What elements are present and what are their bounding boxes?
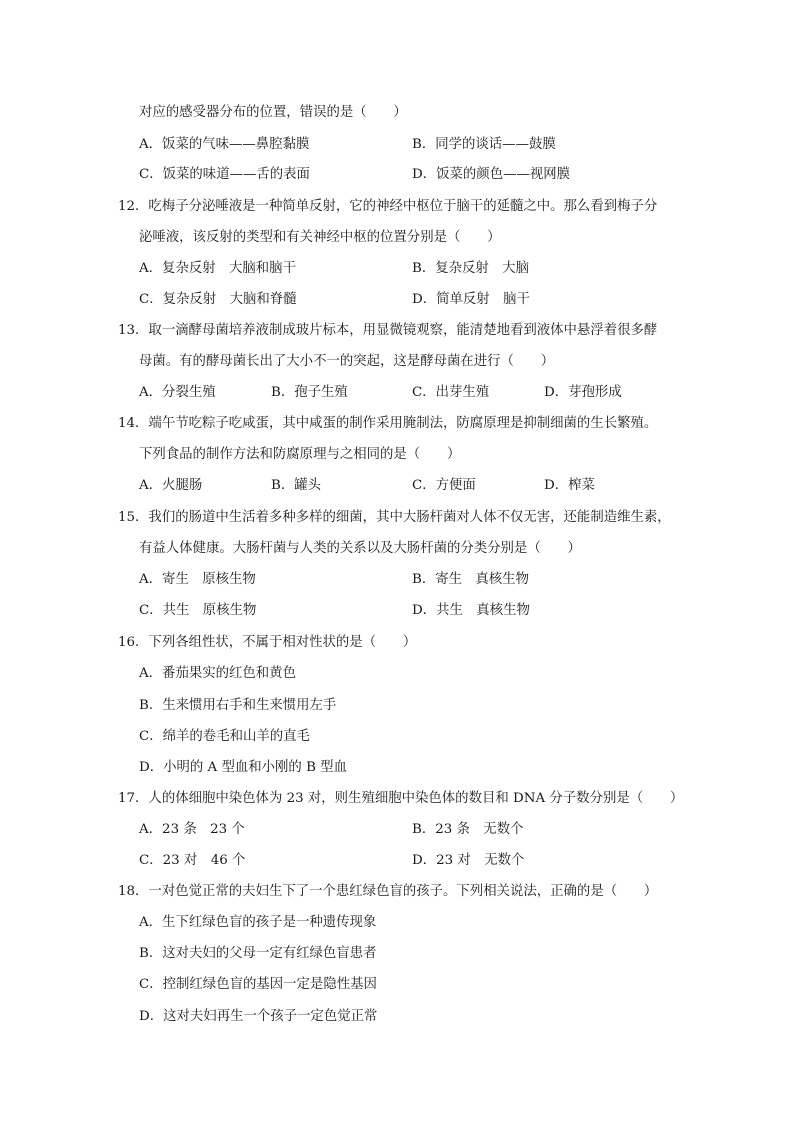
q14-option-b: B．罐头 <box>271 478 322 493</box>
q11-option-b: B．同学的谈话——鼓膜 <box>412 137 556 152</box>
q17-option-c: C．23 对 46 个 <box>139 853 246 868</box>
q13-option-d: D．芽孢形成 <box>544 385 622 400</box>
q11-stem-continued: 对应的感受器分布的位置，错误的是（ ） <box>139 105 407 120</box>
q15-stem-continued: 有益人体健康。大肠杆菌与人类的关系以及大肠杆菌的分类分别是（ ） <box>139 541 581 556</box>
q16-option-c: C．绵羊的卷毛和山羊的直毛 <box>139 729 310 744</box>
q17-option-b: B．23 条 无数个 <box>412 822 524 837</box>
q11-option-c: C．饭菜的味道——舌的表面 <box>139 167 310 182</box>
q13-option-b: B．孢子生殖 <box>271 385 348 400</box>
q17-option-a: A．23 条 23 个 <box>139 822 245 837</box>
q14-stem-continued: 下列食品的制作方法和防腐原理与之相同的是（ ） <box>139 447 461 462</box>
q12-stem: 12．吃梅子分泌唾液是一种简单反射，它的神经中枢位于脑干的延髓之中。那么看到梅子分 <box>118 199 658 214</box>
q16-option-d: D．小明的 A 型血和小刚的 B 型血 <box>139 760 347 775</box>
q12-option-b: B．复杂反射 大脑 <box>412 261 529 276</box>
q15-option-a: A．寄生 原核生物 <box>139 572 256 587</box>
q14-stem: 14．端午节吃粽子吃咸蛋，其中咸蛋的制作采用腌制法，防腐原理是抑制细菌的生长繁殖。 <box>118 416 658 431</box>
q15-option-c: C．共生 原核生物 <box>139 603 257 618</box>
q18-option-d: D．这对夫妇再生一个孩子一定色觉正常 <box>139 1009 378 1024</box>
q12-option-d: D．简单反射 脑干 <box>412 292 530 307</box>
q13-stem-continued: 母菌。有的酵母菌长出了大小不一的突起，这是酵母菌在进行（ ） <box>139 354 555 369</box>
q13-stem: 13．取一滴酵母菌培养液制成玻片标本，用显微镜观察，能清楚地看到液体中悬浮着很多酵 <box>118 323 658 338</box>
q14-option-d: D．榨菜 <box>544 478 595 493</box>
q12-stem-continued: 泌唾液，该反射的类型和有关神经中枢的位置分别是（ ） <box>139 230 501 245</box>
q12-option-c: C．复杂反射 大脑和脊髓 <box>139 292 297 307</box>
q18-option-c: C．控制红绿色盲的基因一定是隐性基因 <box>139 977 377 992</box>
q12-option-a: A．复杂反射 大脑和脑干 <box>139 261 296 276</box>
q16-stem: 16．下列各组性状，不属于相对性状的是（ ） <box>118 635 417 650</box>
q14-option-a: A．火腿肠 <box>139 478 203 493</box>
q11-option-d: D．饭菜的颜色——视网膜 <box>412 167 571 182</box>
q18-option-b: B．这对夫妇的父母一定有红绿色盲患者 <box>139 946 377 961</box>
q15-option-b: B．寄生 真核生物 <box>412 572 529 587</box>
q16-option-a: A．番茄果实的红色和黄色 <box>139 666 296 681</box>
q16-option-b: B．生来惯用右手和生来惯用左手 <box>139 698 337 713</box>
q14-option-c: C．方便面 <box>412 478 476 493</box>
q15-option-d: D．共生 真核生物 <box>412 603 530 618</box>
q13-option-a: A．分裂生殖 <box>139 385 216 400</box>
q15-stem: 15．我们的肠道中生活着多种多样的细菌，其中大肠杆菌对人体不仅无害，还能制造维生素， <box>118 510 671 525</box>
q13-option-c: C．出芽生殖 <box>412 385 490 400</box>
q17-stem: 17．人的体细胞中染色体为 23 对，则生殖细胞中染色体的数目和 DNA 分子数分别是（ ） <box>118 791 684 806</box>
q17-option-d: D．23 对 无数个 <box>412 853 525 868</box>
q11-option-a: A．饭菜的气味——鼻腔黏膜 <box>139 137 310 152</box>
q18-stem: 18．一对色觉正常的夫妇生下了一个患红绿色盲的孩子。下列相关说法，正确的是（ ） <box>118 884 658 899</box>
q18-option-a: A．生下红绿色盲的孩子是一种遗传现象 <box>139 915 377 930</box>
